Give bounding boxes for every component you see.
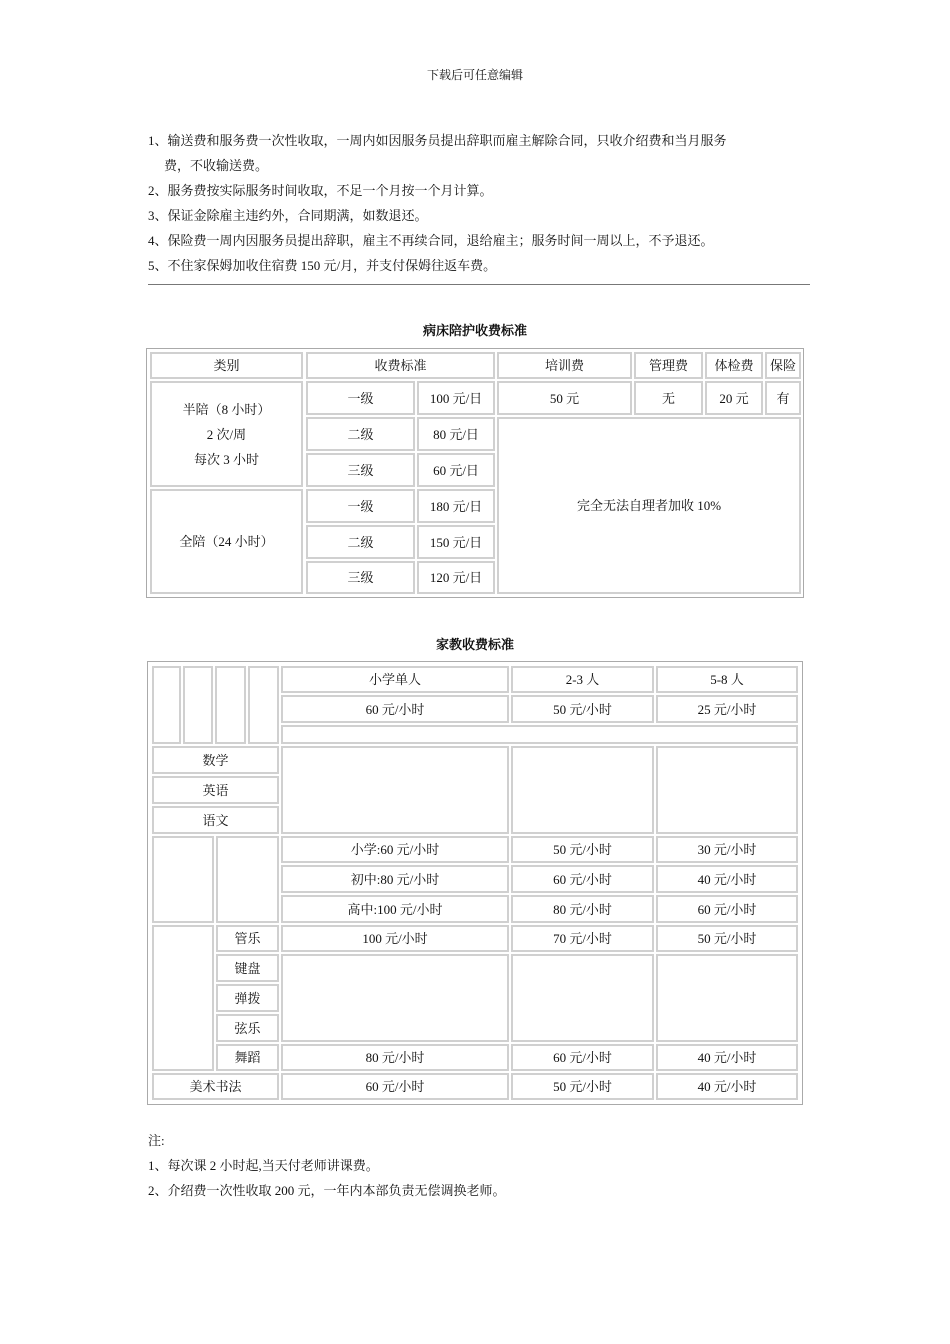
art-price: 60 元/小时: [281, 1073, 509, 1100]
empty-cell: [511, 746, 654, 834]
page-header: 下载后可任意编辑: [426, 68, 523, 82]
level-cell: 一级: [306, 489, 415, 523]
empty-cell: [215, 666, 246, 744]
divider: [148, 284, 810, 285]
level-price: 40 元/小时: [656, 865, 798, 893]
note-line: 注:: [148, 1133, 165, 1148]
empty-cell: [248, 666, 279, 744]
subject-cell: 语文: [152, 806, 279, 834]
col-header: 小学单人: [281, 666, 509, 693]
music-keyboard-label: 键盘: [216, 954, 279, 982]
music-wind-label: 管乐: [216, 925, 279, 952]
note-line: 1、输送费和服务费一次性收取，一周内如因服务员提出辞职而雇主解除合同，只收介绍费和当月服务: [148, 133, 727, 148]
note-line: 费，不收输送费。: [164, 158, 269, 173]
dance-price: 40 元/小时: [656, 1044, 798, 1071]
nursing-fee-table: [146, 348, 804, 598]
music-price: 50 元/小时: [656, 925, 798, 952]
header-training: 培训费: [497, 352, 632, 379]
price-cell: 80 元/日: [417, 417, 495, 451]
empty-cell: [281, 746, 509, 834]
subject-cell: 英语: [152, 776, 279, 804]
level-price: 60 元/小时: [656, 895, 798, 923]
half-care-line1: 半陪（8 小时）: [182, 401, 271, 417]
level-price: 50 元/小时: [511, 836, 654, 863]
level-price: 初中:80 元/小时: [281, 865, 509, 893]
header-checkup: 体检费: [705, 352, 763, 379]
empty-cell: [216, 836, 279, 923]
empty-cell: [281, 725, 798, 744]
empty-cell: [281, 954, 509, 1042]
tutoring-fee-table: [147, 661, 803, 1105]
insurance-value: 有: [765, 381, 801, 415]
dance-label: 舞蹈: [216, 1044, 279, 1071]
level-cell: 三级: [306, 453, 415, 487]
music-string-label: 弦乐: [216, 1014, 279, 1042]
header-category: 类别: [150, 352, 303, 379]
header-insurance: 保险: [765, 352, 801, 379]
level-price: 80 元/小时: [511, 895, 654, 923]
col-header: 2-3 人: [511, 666, 654, 693]
empty-cell: [152, 925, 214, 1071]
half-care-line2: 2 次/周: [206, 426, 247, 442]
price-cell: 180 元/日: [417, 489, 495, 523]
level-cell: 三级: [306, 561, 415, 594]
management-fee-value: 无: [634, 381, 703, 415]
bottom-notes: [148, 1128, 808, 1203]
dance-price: 80 元/小时: [281, 1044, 509, 1071]
empty-cell: [656, 746, 798, 834]
level-cell: 一级: [306, 381, 415, 415]
surcharge-note: 完全无法自理者加收 10%: [497, 417, 801, 594]
price-cell: 100 元/日: [417, 381, 495, 415]
price-cell: 60 元/日: [417, 453, 495, 487]
level-cell: 二级: [306, 525, 415, 559]
top-notes: [148, 128, 808, 278]
level-price: 高中:100 元/小时: [281, 895, 509, 923]
table2-title: 家教收费标准: [435, 637, 514, 652]
level-price: 小学:60 元/小时: [281, 836, 509, 863]
full-care-cell: 全陪（24 小时）: [150, 489, 303, 594]
empty-cell: [511, 954, 654, 1042]
base-price: 25 元/小时: [656, 695, 798, 723]
note-line: 2、介绍费一次性收取 200 元，一年内本部负责无偿调换老师。: [148, 1183, 506, 1198]
note-line: 3、保证金除雇主违约外，合同期满，如数退还。: [148, 208, 428, 223]
note-line: 1、每次课 2 小时起,当天付老师讲课费。: [148, 1158, 379, 1173]
note-line: 4、保险费一周内因服务员提出辞职，雇主不再续合同，退给雇主；服务时间一周以上，不予退还。: [148, 233, 714, 248]
subject-cell: 数学: [152, 746, 279, 774]
base-price: 60 元/小时: [281, 695, 509, 723]
empty-cell: [152, 666, 181, 744]
empty-cell: [656, 954, 798, 1042]
training-fee-value: 50 元: [497, 381, 632, 415]
note-line: 5、不住家保姆加收住宿费 150 元/月，并支付保姆往返车费。: [148, 258, 497, 273]
table1-title: 病床陪护收费标准: [422, 323, 527, 338]
level-price: 60 元/小时: [511, 865, 654, 893]
music-price: 100 元/小时: [281, 925, 509, 952]
dance-price: 60 元/小时: [511, 1044, 654, 1071]
art-price: 40 元/小时: [656, 1073, 798, 1100]
note-line: 2、服务费按实际服务时间收取，不足一个月按一个月计算。: [148, 183, 493, 198]
header-fee-standard: 收费标准: [306, 352, 495, 379]
half-care-line3: 每次 3 小时: [193, 451, 259, 467]
art-price: 50 元/小时: [511, 1073, 654, 1100]
price-cell: 150 元/日: [417, 525, 495, 559]
level-cell: 二级: [306, 417, 415, 451]
col-header: 5-8 人: [656, 666, 798, 693]
header-management: 管理费: [634, 352, 703, 379]
art-label: 美术书法: [152, 1073, 279, 1100]
music-price: 70 元/小时: [511, 925, 654, 952]
empty-cell: [152, 836, 214, 923]
half-care-cell: [150, 381, 303, 487]
base-price: 50 元/小时: [511, 695, 654, 723]
price-cell: 120 元/日: [417, 561, 495, 594]
empty-cell: [183, 666, 213, 744]
checkup-fee-value: 20 元: [705, 381, 763, 415]
level-price: 30 元/小时: [656, 836, 798, 863]
music-plucked-label: 弹拨: [216, 984, 279, 1012]
